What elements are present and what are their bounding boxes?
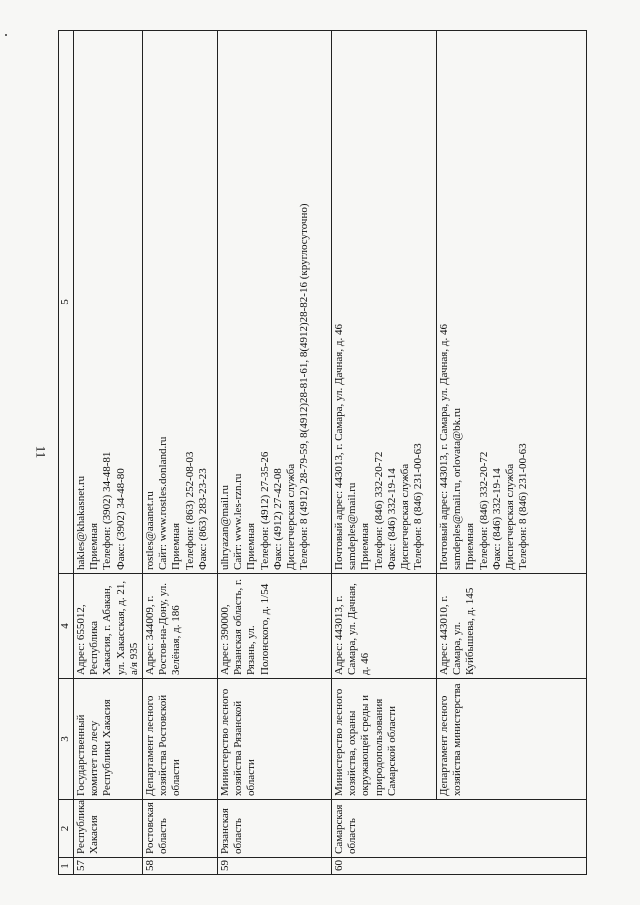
table-row xyxy=(217,31,331,875)
contact-line: Сайт: www.rostles.donland.ru xyxy=(157,436,170,570)
contact-line: Приемная xyxy=(88,522,101,570)
contact-line: Диспетчерская служба xyxy=(503,463,516,570)
header-cell: 1 xyxy=(59,858,74,875)
agency-cell: Министерство лесного хозяйства Рязанской области xyxy=(217,679,331,800)
contact-line: Сайт: www.les-rzn.ru xyxy=(232,473,245,570)
region-cell: Самарская область xyxy=(331,800,586,858)
contact-line: Приемная xyxy=(245,522,258,570)
contact-line: Факс: (4912) 27-42-08 xyxy=(271,468,284,570)
address-cell: Адрес: 443010, г. Самара, ул. Куйбышева, д. 145 xyxy=(436,574,586,679)
region-cell: Ростовская область xyxy=(142,800,217,858)
row-number: 60 xyxy=(331,858,586,875)
contact-line: samdeples@mail.ru, orlovata@bk.ru xyxy=(451,408,464,570)
contact-line: Телефон: 8 (4912) 28-79-59, 8(4912)28-81-61, 8(4912)28-82-16 (круглосуточно) xyxy=(298,203,311,570)
contact-line: Почтовый адрес: 443013, г. Самара, ул. Дачная, д. 46 xyxy=(332,324,345,570)
address-cell: Адрес: 655012, Республика Хакасия, г. Абакан, ул. Хакасская, д. 21, а/я 935 xyxy=(74,574,143,679)
rotated-table-container xyxy=(58,31,607,875)
contact-line: Факс: (863) 283-23-23 xyxy=(196,468,209,570)
contacts-cell xyxy=(436,31,586,574)
region-cell: Рязанская область xyxy=(217,800,331,858)
contact-line: Диспетчерская служба xyxy=(398,463,411,570)
scan-dot xyxy=(5,34,7,36)
table-row xyxy=(436,31,586,875)
contact-line: Телефон: 8 (846) 231-00-63 xyxy=(412,443,425,570)
contacts-cell xyxy=(331,31,436,574)
contact-line: Приемная xyxy=(464,522,477,570)
header-cell: 2 xyxy=(59,800,74,858)
contact-line: ulhryazan@mail.ru xyxy=(218,485,231,570)
header-cell: 3 xyxy=(59,679,74,800)
table-row xyxy=(331,31,436,875)
agency-cell: Департамент лесного хозяйства Ростовской области xyxy=(142,679,217,800)
agency-cell: Государственный комитет по лесу Республики Хакасия xyxy=(74,679,143,800)
contact-line: Факс: (846) 332-19-14 xyxy=(490,468,503,570)
contacts-cell xyxy=(74,31,143,574)
contact-line: Приемная xyxy=(170,522,183,570)
agency-cell: Департамент лесного хозяйства министерства xyxy=(436,679,586,800)
contact-line: Факс: (3902) 34-48-80 xyxy=(114,468,127,570)
contact-line: rostles@aaanet.ru xyxy=(143,491,156,570)
agency-cell: Министерство лесного хозяйства, охраны окружающей среды и природопользования Самарской области xyxy=(331,679,436,800)
contact-line: Телефон: (863) 252-08-03 xyxy=(183,451,196,570)
row-number: 58 xyxy=(142,858,217,875)
contact-line: Телефон: (4912) 27-35-26 xyxy=(258,451,271,570)
header-cell: 5 xyxy=(59,31,74,574)
address-cell: Адрес: 443013, г. Самара, ул. Дачная, д. 46 xyxy=(331,574,436,679)
contact-line: Телефон: 8 (846) 231-00-63 xyxy=(517,443,530,570)
contacts-cell xyxy=(142,31,217,574)
table-row xyxy=(142,31,217,875)
header-cell: 4 xyxy=(59,574,74,679)
address-cell: Адрес: 390000, Рязанская область, г. Рязань, ул. Полонского, д. 1/54 xyxy=(217,574,331,679)
region-cell: Республика Хакасия xyxy=(74,800,143,858)
contact-line: Телефон: (846) 332-20-72 xyxy=(477,451,490,570)
row-number: 59 xyxy=(217,858,331,875)
contact-line: Почтовый адрес: 443013, г. Самара, ул. Дачная, д. 46 xyxy=(437,324,450,570)
table-row xyxy=(74,31,143,875)
contact-line: hakles@khakasnet.ru xyxy=(75,475,87,570)
address-cell: Адрес: 344009, г. Ростов-на-Дону, ул. Зелёная, д. 186 xyxy=(142,574,217,679)
contacts-cell xyxy=(217,31,331,574)
contact-line: samdeples@mail.ru xyxy=(346,482,359,570)
contact-line: Приемная xyxy=(359,522,372,570)
contact-line: Телефон: (3902) 34-48-81 xyxy=(101,451,114,570)
page-number: 11 xyxy=(33,445,49,459)
contact-line: Телефон: (846) 332-20-72 xyxy=(372,451,385,570)
contacts-table xyxy=(58,30,587,875)
row-number: 57 xyxy=(74,858,143,875)
contact-line: Диспетчерская служба xyxy=(284,463,297,570)
header-row xyxy=(59,31,74,875)
contact-line: Факс: (846) 332-19-14 xyxy=(385,468,398,570)
